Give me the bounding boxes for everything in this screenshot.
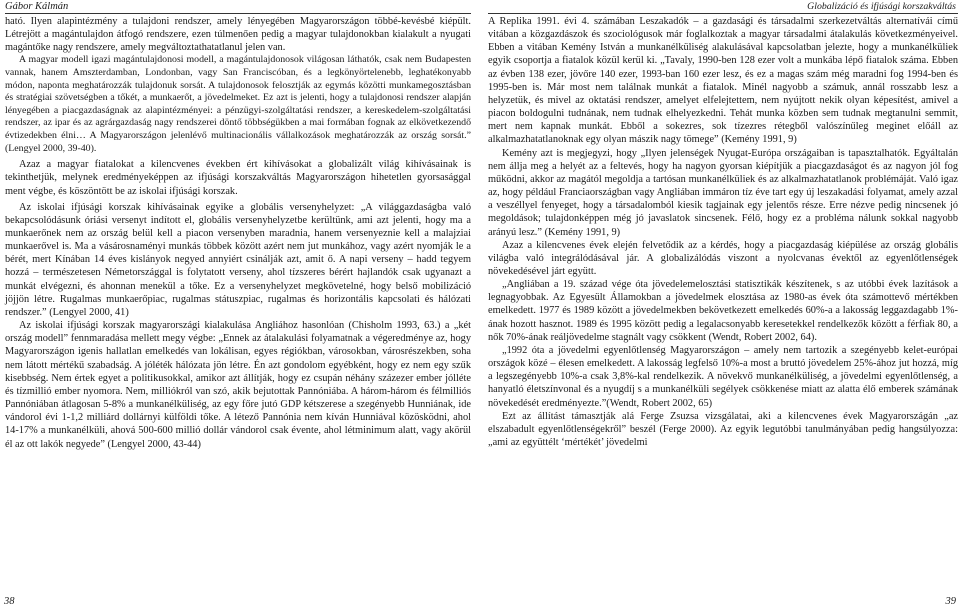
left-text-column	[5, 15, 471, 451]
page-number: 38	[4, 596, 15, 607]
paragraph: Azaz a magyar fiatalokat a kilencvenes években ért kihívásokat a globalizált világ kihívásainak is tekinthetjük, melynek eredményeképpen az ifjúsági korszakváltás Magyarországon hihetetlen gyorsasággal ment végbe, és köszöntött be az iskolai ifjúsági korszak.	[5, 159, 471, 197]
paragraph: Azaz a kilencvenes évek elején felvetődik az a kérdés, hogy a piacgazdaság kiépülése az ország globális világba való integrálódásával jár. A globalizálódás viszont a nyolcvanas évektől az egyenlőtlenségek növekedésével járt együtt.	[488, 239, 958, 277]
running-header-title: Globalizáció és ifjúsági korszakváltás	[807, 1, 956, 12]
right-text-column	[488, 15, 958, 449]
right-page	[480, 0, 960, 608]
header-rule	[5, 13, 471, 14]
page-number: 39	[945, 596, 956, 607]
paragraph: Kemény azt is megjegyzi, hogy „Ilyen jelenségek Nyugat-Európa országaiban is tapasztalhatók. Egyáltalán nem állja meg a helyét az a feltevés, hogy ha nagyon gyorsan kiépítjük a piacgazdaságot és az nagyon jól fog működni, akkor az magától megoldja a tartósan munkanélküliek és az alkalmazhatatlanok problémáját. Való igaz az, hogy például Franciaországban vagy Angliában immáron tíz éve tart egy új leszakadási folyamat, amely azzal a veszéllyel fenyeget, hogy a társadalomból kiesik tagjainak egy jelentős része. Erre nézve pedig nincsenek jó megoldások; tulajdonképpen még jó javaslatok sincsenek. Félő, hogy ez a probléma nálunk sokkal nagyobb arányú lesz.” (Kemény 1991, 9)	[488, 147, 958, 238]
paragraph: Az iskolai ifjúsági korszak kihívásainak egyike a globális versenyhelyzet: „A világgazdaságba való bekapcsolódásunk óriási versenyt indított el, globális versenyhelyzetbe kerültünk, ami azt jelenti, hogy ma a munkaerőnek nem az ország belül kell a piacon versenyben maradnia, hanem versenyeznie kell a malajziai munkaerővel is. Ma a vásárosnaményi munkás többek között azért nem jut munkához, vagy azért nyomják le a bérét, mert Kínában 14 éves kislányok negyed annyiért csinálják azt, amit ő. A napi verseny – hadd tegyem hozzá – természetesen Németországgal is folytatott verseny, ahol tízszeres bérért hajlandók csak ugyanazt a munkát elvégezni, és ahonnan menekül a tőke. Ez a versenyhelyzet megkövetelné, hogy belső mobilizáció jöjjön létre. Rugalmas munkaerőpiac, rugalmas státuszpiac, rugalmas és horizontális kapcsolati és hálózati rendszer.” (Lengyel 2000, 41)	[5, 201, 471, 318]
paragraph: ható. Ilyen alapintézmény a tulajdoni rendszer, amely lényegében Magyarországon többé-kevésbé kiépült. Létrejött a magántulajdon átfogó rendszere, ezen túlmenően pedig a magyar tulajdonokban kialakult a nyugati magántőke nagy rendszere, amely megváltoztathatatlanul jelen van.	[5, 16, 471, 54]
running-header-author: Gábor Kálmán	[5, 1, 69, 12]
paragraph: A Replika 1991. évi 4. számában Leszakadók – a gazdasági és társadalmi szerkezetváltás alternatívái című vitában a közgazdászok és szociológusok már foglalkoztak a magyar társadalmi átalakulás következményeivel. Ebben a vitában Kemény István a munkanélküliség alakulásával kapcsolatban jelezte, hogy a munkanélküliek egyik csoportja a fiatalok közül kerül ki. „Tavaly, 1990-ben 128 ezer volt a munkába lépő fiatalok száma. Ebben az évben 138 ezer, jövőre 140 ezer, 1993-ban 160 ezer lesz, és ez a magas szám még maradni fog 1994-ben és 1995-ben is. Már most nem találnak munkát a fiatalok. Minél nagyobb a számuk, annál rosszabb lesz a helyzetük, és mivel az oktatási rendszer, amelyet elfelejtettem, nem nyújtott nekik olyan képesítést, amivel a piacon boldogulni tudnának, nem tudnak elhelyezkedni. Tehát munka közben sem tudnak megtanulni semmit, mert nem kapnak munkát. Ebből a sokezres, sok tízezres rétegből valószínűleg meginet előáll az alkalmazhatatlanoknak egy olyan mászik nagy tömege” (Kemény 1991, 9)	[488, 16, 958, 146]
paragraph: Ezt az állítást támasztják alá Ferge Zsuzsa vizsgálatai, aki a kilencvenes évek Magyarországán „az elszabadult egyenlőtlenségekről” beszél (Ferge 2000). Az egyik legutóbbi tanulmányában pedig hangsúlyozza: „ami az együttélt ‘mértékét’ jövedelmi	[488, 410, 958, 448]
header-rule	[488, 13, 958, 14]
paragraph: A magyar modell igazi magántulajdonosi modell, a magántulajdonosok világosan láthatók, csak nem Budapesten vannak, hanem Amszterdamban, Londonban, vagy San Franciscóban, és a legkönyörtelenebb, leghatékonyabb módon, naponta meghatározzák tulajdonuk sorsát. A tulajdonosok felosztják az egymás közötti munkamegosztásban és stratégiai szövetségben a tőkét, a munkaerőt, a jövedelmeket. Ez azt is jelenti, hogy a tulajdonosi rendszer alapján lényegében a piacgazdaságnak az alapintézményei: a pénzügyi-szolgáltatási rendszer, a kereskedelem-szolgáltatási rendszer, az ipar és az agrárgazdaság nagy rendszerei döntő többségükben a mai formában fognak az elkövetkezendő évtizedekben élni… A Magyarországon jelenlévő multinacionális vállalkozások meghatározzák az ország sorsát.” (Lengyel 2000, 39-40).	[5, 54, 471, 154]
paragraph: „Angliában a 19. század vége óta jövedelemelosztási statisztikák készítenek, s az utóbbi évek lazítások a legnagyobbak. Az Egyesült Államokban a jövedelmek elosztása az 1980-as évek óta számottevő mértékben emelkedett. 1977 és 1989 között a jövedelmekben bekövetkezett emelkedés 60%-a a lakosság leggazdagabb 1%-ának hozott hasznot. 1989 és 1995 között pedig a legalacsonyabb keresetekkel rendelkezők között a férfiak 80, a nők 70%-ának reáljövedelme stagnált vagy csökkent (Wendt, Robert 2002, 64).	[488, 279, 958, 343]
paragraph: Az iskolai ifjúsági korszak magyarországi kialakulása Angliához hasonlóan (Chisholm 1993, 63.) a „két ország modell” fennmaradása mellett megy végbe: „Ennek az átalakulási folyamatnak a végeredménye az, hogy Magyarországon igenis hallatlan emelkedés van lokálisan, egyes régiókban, városokban, városrészekben, soha nem látott mértékű szabadság. A jóléték hálózata jön létre. Én azt gondolom egyébként, hogy ez nem egy szűk kisebbség. Nem értek egyet a politikusokkal, amikor azt állítják, hogy ez csupán néhány százezer ember jólléte és tízmillió ember nyomora. Nem, milliókról van szó, akik bejutottak Pannóniába. A három-három és félmilliós Pannóniában átlagosan 5-8% a munkanélküliség, az egy főre jutó GDP kétszerese a szegényebb Hunniának, ide vándorol évi 1-1,2 milliárd dollárnyi külföldi tőke. A létező Pannónia nem kíván Hunniával közösködni, ahol 14-17% a munkanélküli, ahová 500-600 millió dollár vándorol csak évente, ahol létminimum alatt, vagy akörül él az ott lakók negyede” (Lengyel 2000, 43-44)	[5, 320, 471, 450]
paragraph: „1992 óta a jövedelmi egyenlőtlenség Magyarországon – amely nem tartozik a szegényebb kelet-európai országok közé – élesen emelkedett. A lakosság legfelső 10%-a most a bruttó jövedelem 25%-ához jut hozzá, míg a legszegényebb 10%-a csak 3,8%-kal rendelkezik. A növekvő munkanélküliség, a jövedelmi egyenlőtlenség, a hanyatló életszínvonal és a nyugdíj s a munkanélküli segélyek csökkenése miatt az alatta élő emberek számának növekedését eredményezte.”(Wendt, Robert 2002, 65)	[488, 344, 958, 409]
